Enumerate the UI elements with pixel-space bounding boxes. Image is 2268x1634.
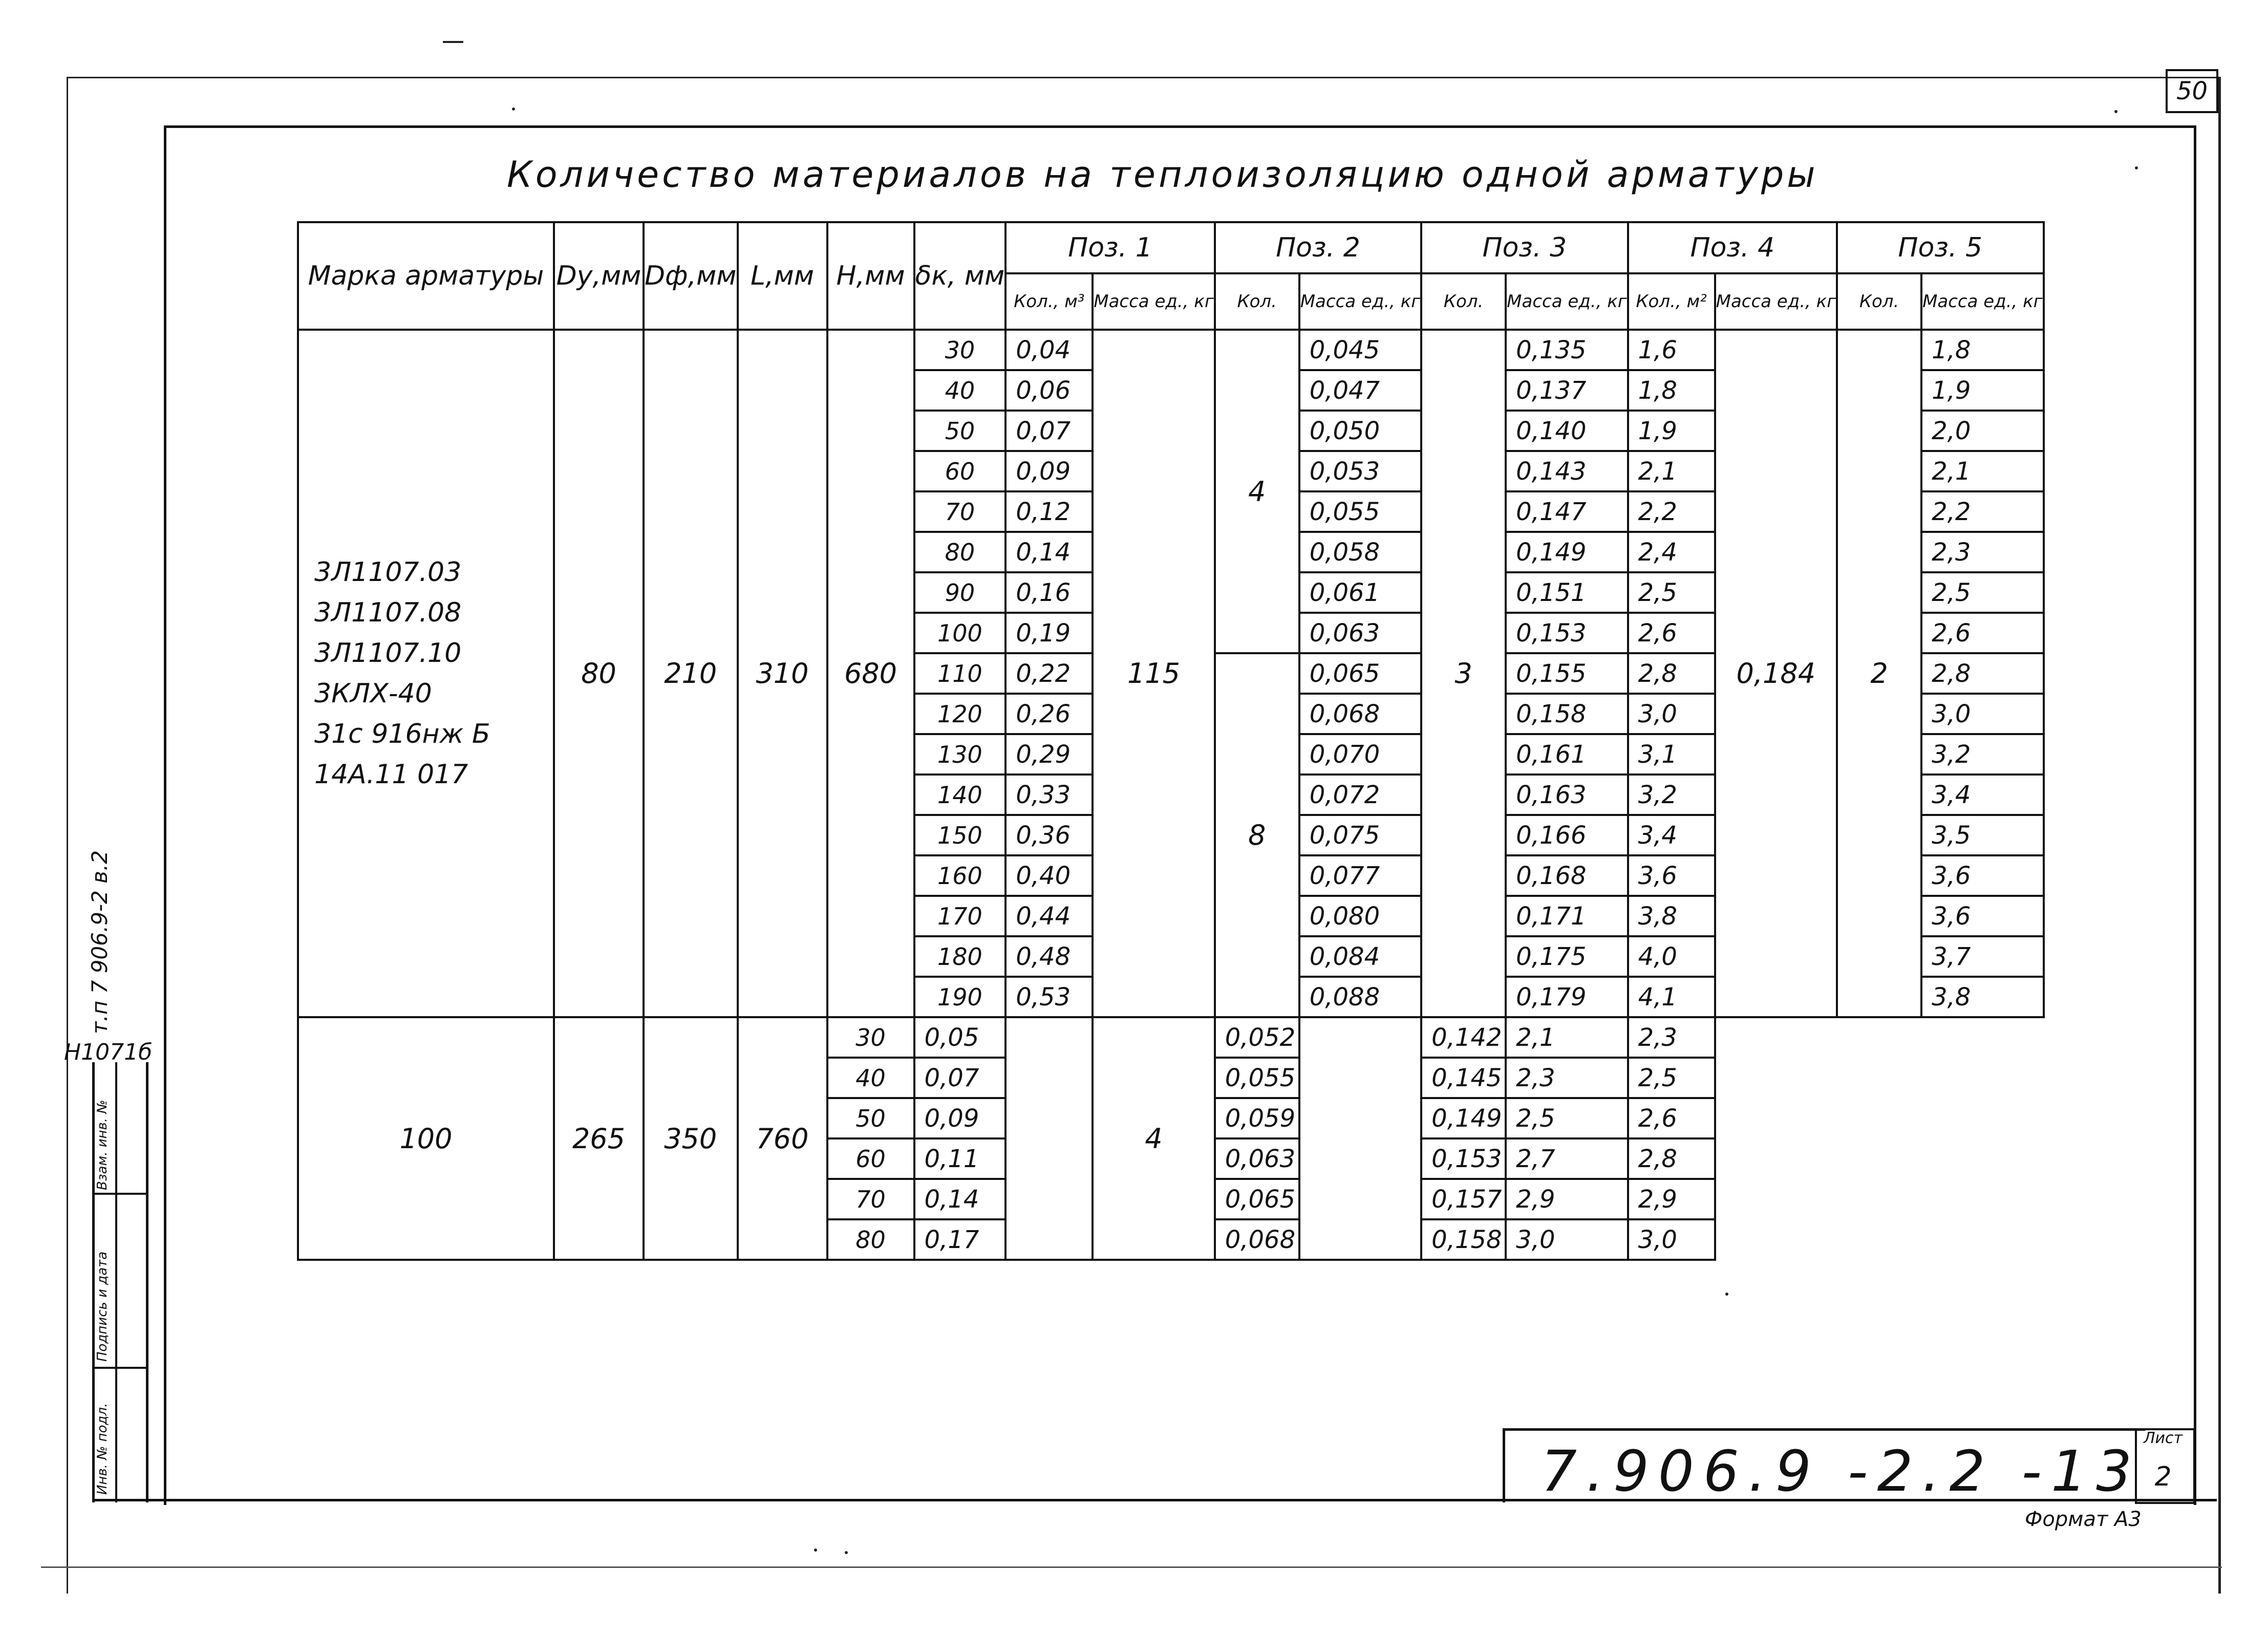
pos5-massa-value: 3,7 (1921, 936, 2043, 977)
pos3-massa-value: 0,147 (1506, 491, 1628, 532)
header-pos3-massa: Масса ед., кг (1506, 273, 1628, 330)
delta-value: 120 (914, 694, 1006, 734)
pos1-kol-value: 0,04 (1005, 330, 1093, 370)
pos5-massa-value: 2,8 (1921, 653, 2043, 694)
group1-df: 210 (644, 330, 738, 1017)
header-pos3: Поз. 3 (1421, 222, 1628, 273)
scan-speck (845, 1551, 848, 1554)
pos2-massa-value: 0,070 (1299, 734, 1421, 775)
group1-pos2-kol-a: 4 (1215, 330, 1299, 653)
pos1-kol-value: 0,53 (1005, 977, 1093, 1017)
group2-body (298, 1017, 2044, 1260)
pos5-massa-value: 3,0 (1628, 1219, 1715, 1260)
pos3-massa-value: 0,140 (1506, 411, 1628, 451)
pos2-massa-value: 0,045 (1299, 330, 1421, 370)
group2-pos2-kol: 4 (1093, 1017, 1214, 1260)
page-title: Количество материалов на теплоизоляцию одной арматуры (507, 154, 1818, 196)
group1-pos1-massa: 115 (1093, 330, 1214, 1017)
pos4-kol-value: 4,0 (1628, 936, 1715, 977)
pos4-kol-value: 2,7 (1506, 1138, 1628, 1179)
pos1-kol-value: 0,36 (1005, 815, 1093, 855)
pos4-kol-value: 2,2 (1628, 491, 1715, 532)
side-stamp-divider (115, 1062, 117, 1502)
header-pos4-massa: Масса ед., кг (1715, 273, 1837, 330)
group1-pos2-kol-b: 8 (1215, 653, 1299, 1017)
table-row (298, 330, 2044, 370)
pos5-massa-value: 2,9 (1628, 1179, 1715, 1219)
delta-value: 50 (914, 411, 1006, 451)
pos4-kol-value: 2,5 (1506, 1098, 1628, 1138)
scan-speck (443, 41, 463, 43)
pos3-massa-value: 0,179 (1506, 977, 1628, 1017)
sheet-label: Лист (2143, 1429, 2183, 1447)
pos4-kol-value: 1,9 (1628, 411, 1715, 451)
scan-speck (512, 107, 515, 111)
pos2-massa-value: 0,088 (1299, 977, 1421, 1017)
pos2-massa-value: 0,059 (1215, 1098, 1299, 1138)
pos1-kol-value: 0,44 (1005, 896, 1093, 936)
format-label: Формат А3 (2025, 1508, 2142, 1531)
header-du: Dу,мм (554, 222, 644, 330)
pos3-massa-value: 0,175 (1506, 936, 1628, 977)
pos2-massa-value: 0,075 (1299, 815, 1421, 855)
pos2-massa-value: 0,055 (1215, 1058, 1299, 1098)
pos1-kol-value: 0,14 (914, 1179, 1006, 1219)
pos4-kol-value: 2,1 (1506, 1017, 1628, 1058)
header-pos1-massa: Масса ед., кг (1093, 273, 1214, 330)
pos2-massa-value: 0,068 (1215, 1219, 1299, 1260)
header-pos2: Поз. 2 (1215, 222, 1421, 273)
scan-edge-line (41, 1566, 2222, 1568)
delta-value: 90 (914, 572, 1006, 613)
header-l: L,мм (738, 222, 827, 330)
pos4-kol-value: 2,1 (1628, 451, 1715, 491)
delta-value: 180 (914, 936, 1006, 977)
pos1-kol-value: 0,26 (1005, 694, 1093, 734)
pos3-massa-value: 0,153 (1506, 613, 1628, 653)
marka-item: 31с 916нж Б (314, 718, 490, 749)
header-pos4: Поз. 4 (1628, 222, 1837, 273)
pos2-massa-value: 0,053 (1299, 451, 1421, 491)
header-pos3-kol: Кол. (1421, 273, 1506, 330)
header-pos1: Поз. 1 (1005, 222, 1214, 273)
marka-item: 3КЛХ-40 (314, 678, 432, 709)
side-cell-divider (92, 1193, 148, 1195)
side-cell-divider (92, 1367, 148, 1369)
pos5-massa-value: 2,0 (1921, 411, 2043, 451)
side-cell-inv-original: Инв. № подл. (95, 1403, 110, 1495)
pos4-kol-value: 3,6 (1628, 855, 1715, 896)
marka-item: 14А.11 017 (314, 759, 468, 790)
header-pos5-kol: Кол. (1837, 273, 1921, 330)
pos3-massa-value: 0,161 (1506, 734, 1628, 775)
pos5-massa-value: 1,8 (1921, 330, 2043, 370)
pos1-kol-value: 0,09 (914, 1098, 1006, 1138)
pos2-massa-value: 0,077 (1299, 855, 1421, 896)
pos5-massa-value: 3,2 (1921, 734, 2043, 775)
pos1-kol-value: 0,17 (914, 1219, 1006, 1260)
pos5-massa-value: 2,5 (1628, 1058, 1715, 1098)
group2-l: 350 (644, 1017, 738, 1260)
pos1-kol-value: 0,09 (1005, 451, 1093, 491)
pos5-kol: 2 (1837, 330, 1921, 1017)
group1-h: 680 (827, 330, 914, 1017)
pos3-massa-value: 0,155 (1506, 653, 1628, 694)
pos4-kol-value: 1,6 (1628, 330, 1715, 370)
pos2-massa-value: 0,055 (1299, 491, 1421, 532)
page-number: 50 (2166, 69, 2218, 113)
marka-item: 3Л1107.08 (314, 597, 462, 628)
pos1-kol-value: 0,06 (1005, 370, 1093, 411)
pos1-kol-value: 0,19 (1005, 613, 1093, 653)
pos1-kol-value: 0,12 (1005, 491, 1093, 532)
pos5-massa-value: 2,3 (1628, 1017, 1715, 1058)
pos4-kol-value: 1,8 (1628, 370, 1715, 411)
pos4-kol-value: 3,4 (1628, 815, 1715, 855)
delta-value: 60 (827, 1138, 914, 1179)
delta-value: 100 (914, 613, 1006, 653)
pos3-massa-value: 0,163 (1506, 775, 1628, 815)
pos1-kol-value: 0,07 (1005, 411, 1093, 451)
pos5-massa-value: 1,9 (1921, 370, 2043, 411)
pos2-massa-value: 0,068 (1299, 694, 1421, 734)
delta-value: 40 (914, 370, 1006, 411)
pos2-massa-value: 0,050 (1299, 411, 1421, 451)
pos4-kol-value: 3,0 (1506, 1219, 1628, 1260)
pos2-massa-value: 0,052 (1215, 1017, 1299, 1058)
pos5-massa-value: 2,6 (1921, 613, 2043, 653)
group1-body (298, 330, 2044, 1017)
marka-item: 3Л1107.03 (314, 556, 462, 588)
pos2-massa-value: 0,080 (1299, 896, 1421, 936)
delta-value: 30 (827, 1017, 914, 1058)
pos3-massa-value: 0,153 (1421, 1138, 1506, 1179)
pos5-massa-value: 3,8 (1921, 977, 2043, 1017)
pos2-massa-value: 0,065 (1299, 653, 1421, 694)
group1-du: 80 (554, 330, 644, 1017)
delta-value: 140 (914, 775, 1006, 815)
inventory-number: Н1071б (64, 1039, 153, 1065)
pos5-massa-value: 2,6 (1628, 1098, 1715, 1138)
pos2-massa-value: 0,065 (1215, 1179, 1299, 1219)
group2-df: 265 (554, 1017, 644, 1260)
side-cell-signature-date: Подпись и дата (95, 1251, 110, 1362)
delta-value: 50 (827, 1098, 914, 1138)
pos3-massa-value: 0,166 (1506, 815, 1628, 855)
pos4-kol-value: 2,6 (1628, 613, 1715, 653)
delta-value: 80 (827, 1219, 914, 1260)
pos1-kol-value: 0,16 (1005, 572, 1093, 613)
pos3-massa-value: 0,151 (1506, 572, 1628, 613)
pos4-kol-value: 4,1 (1628, 977, 1715, 1017)
pos5-massa-value: 3,0 (1921, 694, 2043, 734)
group1-l: 310 (738, 330, 827, 1017)
group2-du: 100 (298, 1017, 554, 1260)
document-code: 7.906.9 -2.2 -13 (1541, 1438, 2142, 1504)
header-df: Dф,мм (644, 222, 738, 330)
sheet-number: 2 (2154, 1461, 2172, 1492)
group2-pos3-kol-empty (1299, 1017, 1421, 1260)
pos5-massa-value: 3,4 (1921, 775, 2043, 815)
group2-pos1-massa-empty (1005, 1017, 1093, 1260)
header-pos5-massa: Масса ед., кг (1921, 273, 2043, 330)
pos3-massa-value: 0,171 (1506, 896, 1628, 936)
pos5-massa-value: 2,8 (1628, 1138, 1715, 1179)
pos1-kol-value: 0,05 (914, 1017, 1006, 1058)
pos5-massa-value: 3,6 (1921, 855, 2043, 896)
pos1-kol-value: 0,11 (914, 1138, 1006, 1179)
scan-speck (2135, 166, 2138, 169)
pos2-massa-value: 0,058 (1299, 532, 1421, 572)
pos3-massa-value: 0,149 (1506, 532, 1628, 572)
pos2-massa-value: 0,084 (1299, 936, 1421, 977)
pos3-massa-value: 0,158 (1421, 1219, 1506, 1260)
pos4-kol-value: 3,2 (1628, 775, 1715, 815)
pos3-massa-value: 0,142 (1421, 1017, 1506, 1058)
marka-list (298, 330, 554, 1017)
header-pos4-kol: Кол., м² (1628, 273, 1715, 330)
side-cell-replaced-inv: Взам. инв. № (95, 1100, 110, 1190)
delta-value: 40 (827, 1058, 914, 1098)
pos4-kol-value: 2,4 (1628, 532, 1715, 572)
materials-table (297, 221, 2045, 1261)
pos4-kol-value: 3,0 (1628, 694, 1715, 734)
pos2-massa-value: 0,047 (1299, 370, 1421, 411)
pos3-massa-value: 0,168 (1506, 855, 1628, 896)
pos5-massa-value: 2,2 (1921, 491, 2043, 532)
delta-value: 160 (914, 855, 1006, 896)
pos4-kol-value: 2,5 (1628, 572, 1715, 613)
delta-value: 60 (914, 451, 1006, 491)
pos1-kol-value: 0,07 (914, 1058, 1006, 1098)
pos2-massa-value: 0,063 (1299, 613, 1421, 653)
marka-item: 3Л1107.10 (314, 637, 462, 669)
pos4-kol-value: 2,9 (1506, 1179, 1628, 1219)
pos3-massa-value: 0,149 (1421, 1098, 1506, 1138)
pos1-kol-value: 0,48 (1005, 936, 1093, 977)
pos5-massa-value: 2,3 (1921, 532, 2043, 572)
delta-value: 80 (914, 532, 1006, 572)
pos4-kol-value: 3,8 (1628, 896, 1715, 936)
pos3-massa-value: 0,145 (1421, 1058, 1506, 1098)
header-pos5: Поз. 5 (1837, 222, 2043, 273)
pos2-massa-value: 0,061 (1299, 572, 1421, 613)
table-row (298, 1017, 2044, 1058)
pos4-massa: 0,184 (1715, 330, 1837, 1017)
pos3-massa-value: 0,158 (1506, 694, 1628, 734)
pos4-kol-value: 2,3 (1506, 1058, 1628, 1098)
pos1-kol-value: 0,33 (1005, 775, 1093, 815)
pos3-massa-value: 0,137 (1506, 370, 1628, 411)
header-marka: Марка арматуры (298, 222, 554, 330)
pos3-massa-value: 0,143 (1506, 451, 1628, 491)
pos1-kol-value: 0,22 (1005, 653, 1093, 694)
scan-speck (1725, 1293, 1728, 1296)
pos4-kol-value: 2,8 (1628, 653, 1715, 694)
delta-value: 30 (914, 330, 1006, 370)
group1-pos3-kol: 3 (1421, 330, 1506, 1017)
pos5-massa-value: 2,1 (1921, 451, 2043, 491)
pos4-kol-value: 3,1 (1628, 734, 1715, 775)
header-h: H,мм (827, 222, 914, 330)
header-pos1-kol: Кол., м³ (1005, 273, 1093, 330)
side-doc-reference: т.п 7 906.9-2 в.2 (87, 850, 112, 1034)
pos1-kol-value: 0,14 (1005, 532, 1093, 572)
delta-value: 110 (914, 653, 1006, 694)
pos5-massa-value: 3,5 (1921, 815, 2043, 855)
delta-value: 130 (914, 734, 1006, 775)
pos2-massa-value: 0,072 (1299, 775, 1421, 815)
pos1-kol-value: 0,29 (1005, 734, 1093, 775)
pos2-massa-value: 0,063 (1215, 1138, 1299, 1179)
delta-value: 170 (914, 896, 1006, 936)
pos3-massa-value: 0,135 (1506, 330, 1628, 370)
pos5-massa-value: 3,6 (1921, 896, 2043, 936)
pos3-massa-value: 0,157 (1421, 1179, 1506, 1219)
pos1-kol-value: 0,40 (1005, 855, 1093, 896)
delta-value: 70 (914, 491, 1006, 532)
scan-speck (2114, 110, 2117, 113)
header-delta: δк, мм (914, 222, 1006, 330)
delta-value: 190 (914, 977, 1006, 1017)
header-pos2-kol: Кол. (1215, 273, 1299, 330)
header-pos2-massa: Масса ед., кг (1299, 273, 1421, 330)
pos5-massa-value: 2,5 (1921, 572, 2043, 613)
delta-value: 150 (914, 815, 1006, 855)
delta-value: 70 (827, 1179, 914, 1219)
group2-h: 760 (738, 1017, 827, 1260)
scan-speck (814, 1549, 817, 1552)
